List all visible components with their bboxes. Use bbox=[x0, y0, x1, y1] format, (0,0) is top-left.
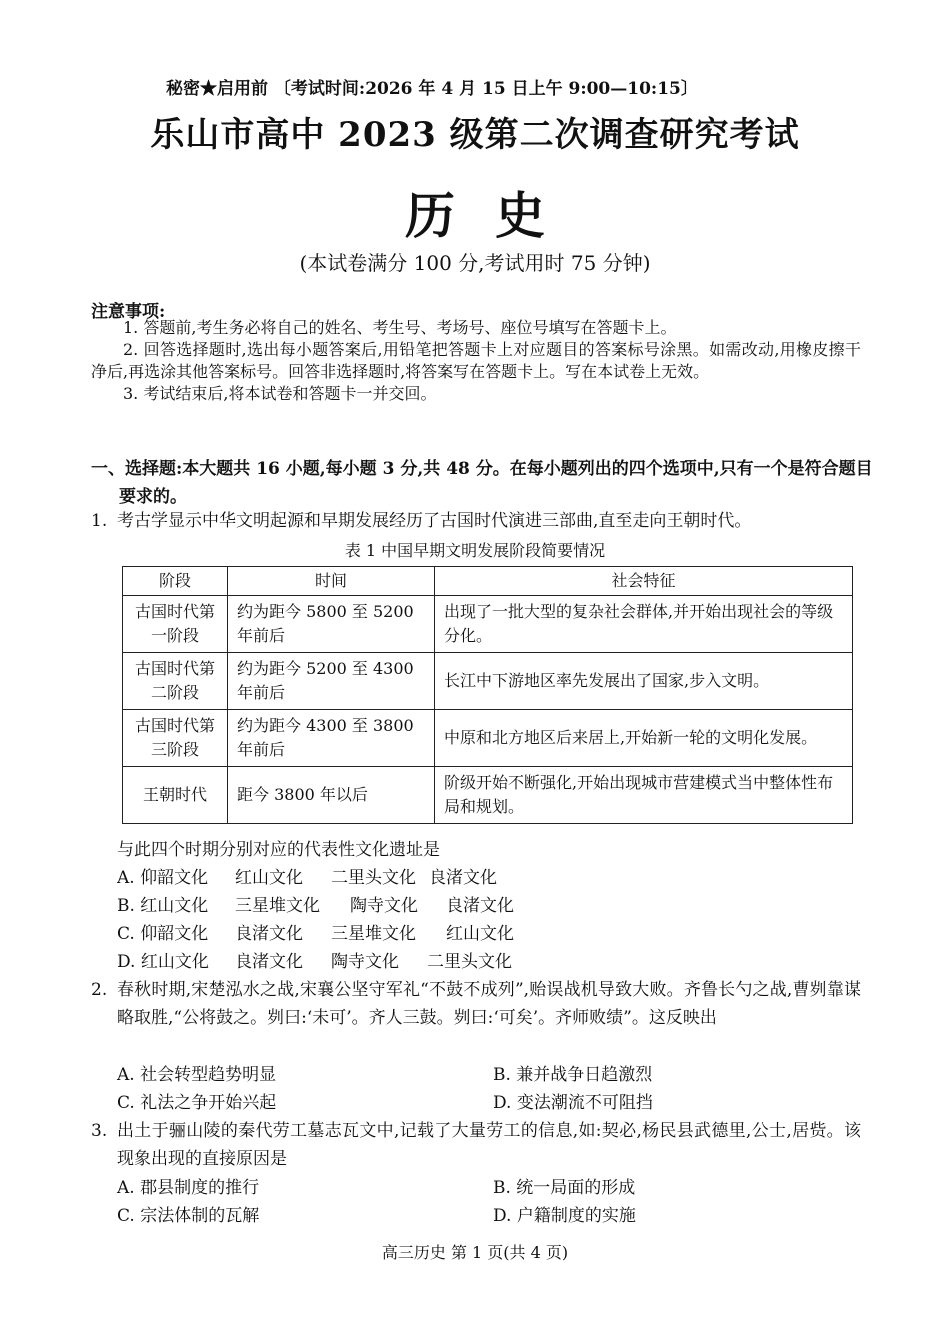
table-row bbox=[123, 710, 853, 767]
question-1 bbox=[91, 507, 861, 535]
option-part: 陶寺文化 bbox=[331, 952, 399, 972]
question-stem: 出土于骊山陵的秦代劳工墓志瓦文中,记载了大量劳工的信息,如:契必,杨民县武德里,公士,居赀。该现象出现的直接原因是 bbox=[117, 1121, 861, 1169]
question-3 bbox=[91, 1117, 861, 1173]
cell-stage: 王朝时代 bbox=[123, 767, 228, 824]
header-feature: 社会特征 bbox=[435, 567, 853, 596]
notice-list bbox=[91, 317, 861, 405]
option-part: 三星堆文化 bbox=[331, 924, 416, 944]
question-stem: 春秋时期,宋楚泓水之战,宋襄公坚守军礼“不鼓不成列”,贻误战机导致大败。齐鲁长勺之战,曹刿靠谋略取胜,“公将鼓之。刿曰:‘未可’。齐人三鼓。刿曰:‘可矣’。齐师败绩”。这反映出 bbox=[117, 980, 861, 1028]
table-caption: 表 1 中国早期文明发展阶段简要情况 bbox=[344, 541, 606, 560]
question-stem: 考古学显示中华文明起源和早期发展经历了古国时代演进三部曲,直至走向王朝时代。 bbox=[117, 511, 752, 531]
notice-item: 2. 回答选择题时,选出每小题答案后,用铅笔把答题卡上对应题目的答案标号涂黑。如需改动,用橡皮擦干净后,再选涂其他答案标号。回答非选择题时,将答案写在答题卡上。写在本试卷上无效。 bbox=[91, 340, 861, 381]
option-b[interactable]: B. 统一局面的形成 bbox=[493, 1178, 636, 1198]
cell-stage: 古国时代第二阶段 bbox=[123, 653, 228, 710]
cell-time: 约为距今 5800 至 5200 年前后 bbox=[228, 596, 435, 653]
cell-stage: 古国时代第一阶段 bbox=[123, 596, 228, 653]
question-number: 1. bbox=[91, 511, 108, 531]
question-number: 2. bbox=[91, 980, 108, 1000]
header-stage: 阶段 bbox=[123, 567, 228, 596]
stage-table bbox=[122, 566, 853, 824]
table-row bbox=[123, 653, 853, 710]
option-part: 良渚文化 bbox=[235, 924, 303, 944]
notice-item: 3. 考试结束后,将本试卷和答题卡一并交回。 bbox=[123, 384, 437, 403]
option-c[interactable]: C. 礼法之争开始兴起 bbox=[117, 1093, 277, 1113]
option-part: 红山文化 bbox=[235, 868, 303, 888]
option-c[interactable]: C. 宗法体制的瓦解 bbox=[117, 1206, 260, 1226]
option-part: A. 仰韶文化 bbox=[117, 868, 209, 888]
notice-item: 1. 答题前,考生务必将自己的姓名、考生号、考场号、座位号填写在答题卡上。 bbox=[123, 318, 677, 337]
table-row bbox=[123, 596, 853, 653]
notice-title: 注意事项: bbox=[91, 302, 166, 322]
option-a[interactable] bbox=[117, 863, 497, 888]
option-d[interactable]: D. 变法潮流不可阻挡 bbox=[493, 1093, 653, 1113]
cell-time: 距今 3800 年以后 bbox=[228, 767, 435, 824]
option-part: 陶寺文化 bbox=[350, 896, 418, 916]
option-part: 良渚文化 bbox=[446, 896, 514, 916]
option-b[interactable]: B. 兼并战争日趋激烈 bbox=[493, 1065, 653, 1085]
option-part: D. 红山文化 bbox=[117, 952, 209, 972]
option-part: 二里头文化 bbox=[331, 868, 416, 888]
table-header-row bbox=[123, 567, 853, 596]
question-number: 3. bbox=[91, 1121, 108, 1141]
option-d[interactable]: D. 户籍制度的实施 bbox=[493, 1206, 636, 1226]
cell-time: 约为距今 4300 至 3800 年前后 bbox=[228, 710, 435, 767]
cell-stage: 古国时代第三阶段 bbox=[123, 710, 228, 767]
score-line: (本试卷满分 100 分,考试用时 75 分钟) bbox=[299, 251, 651, 275]
table-row bbox=[123, 767, 853, 824]
cell-feature: 出现了一批大型的复杂社会群体,并开始出现社会的等级分化。 bbox=[435, 596, 853, 653]
cell-feature: 中原和北方地区后来居上,开始新一轮的文明化发展。 bbox=[435, 710, 853, 767]
question-lead: 与此四个时期分别对应的代表性文化遗址是 bbox=[117, 840, 440, 860]
option-part: 良渚文化 bbox=[235, 952, 303, 972]
secret-line: 秘密★启用前 〔考试时间:2026 年 4 月 15 日上午 9:00—10:15〕 bbox=[166, 79, 698, 99]
option-part: 三星堆文化 bbox=[235, 896, 320, 916]
option-a[interactable]: A. 郡县制度的推行 bbox=[117, 1178, 260, 1198]
page-footer: 高三历史 第 1 页(共 4 页) bbox=[381, 1243, 569, 1262]
option-part: B. 红山文化 bbox=[117, 896, 209, 916]
cell-feature: 长江中下游地区率先发展出了国家,步入文明。 bbox=[435, 653, 853, 710]
header-time: 时间 bbox=[228, 567, 435, 596]
option-part: 红山文化 bbox=[446, 924, 514, 944]
question-2 bbox=[91, 976, 861, 1032]
option-part: 良渚文化 bbox=[429, 868, 497, 888]
section-heading: 一、选择题:本大题共 16 小题,每小题 3 分,共 48 分。在每小题列出的四个选项中,只有一个是符合题目要求的。 bbox=[91, 459, 873, 507]
cell-feature: 阶级开始不断强化,开始出现城市营建模式当中整体性布局和规划。 bbox=[435, 767, 853, 824]
option-part: C. 仰韶文化 bbox=[117, 924, 209, 944]
option-a[interactable]: A. 社会转型趋势明显 bbox=[117, 1065, 277, 1085]
option-part: 二里头文化 bbox=[427, 952, 512, 972]
exam-title: 乐山市高中 2023 级第二次调查研究考试 bbox=[150, 115, 800, 155]
subject-title: 历史 bbox=[405, 186, 585, 245]
option-b[interactable] bbox=[117, 891, 514, 916]
option-d[interactable] bbox=[117, 947, 512, 972]
cell-time: 约为距今 5200 至 4300 年前后 bbox=[228, 653, 435, 710]
option-c[interactable] bbox=[117, 919, 514, 944]
